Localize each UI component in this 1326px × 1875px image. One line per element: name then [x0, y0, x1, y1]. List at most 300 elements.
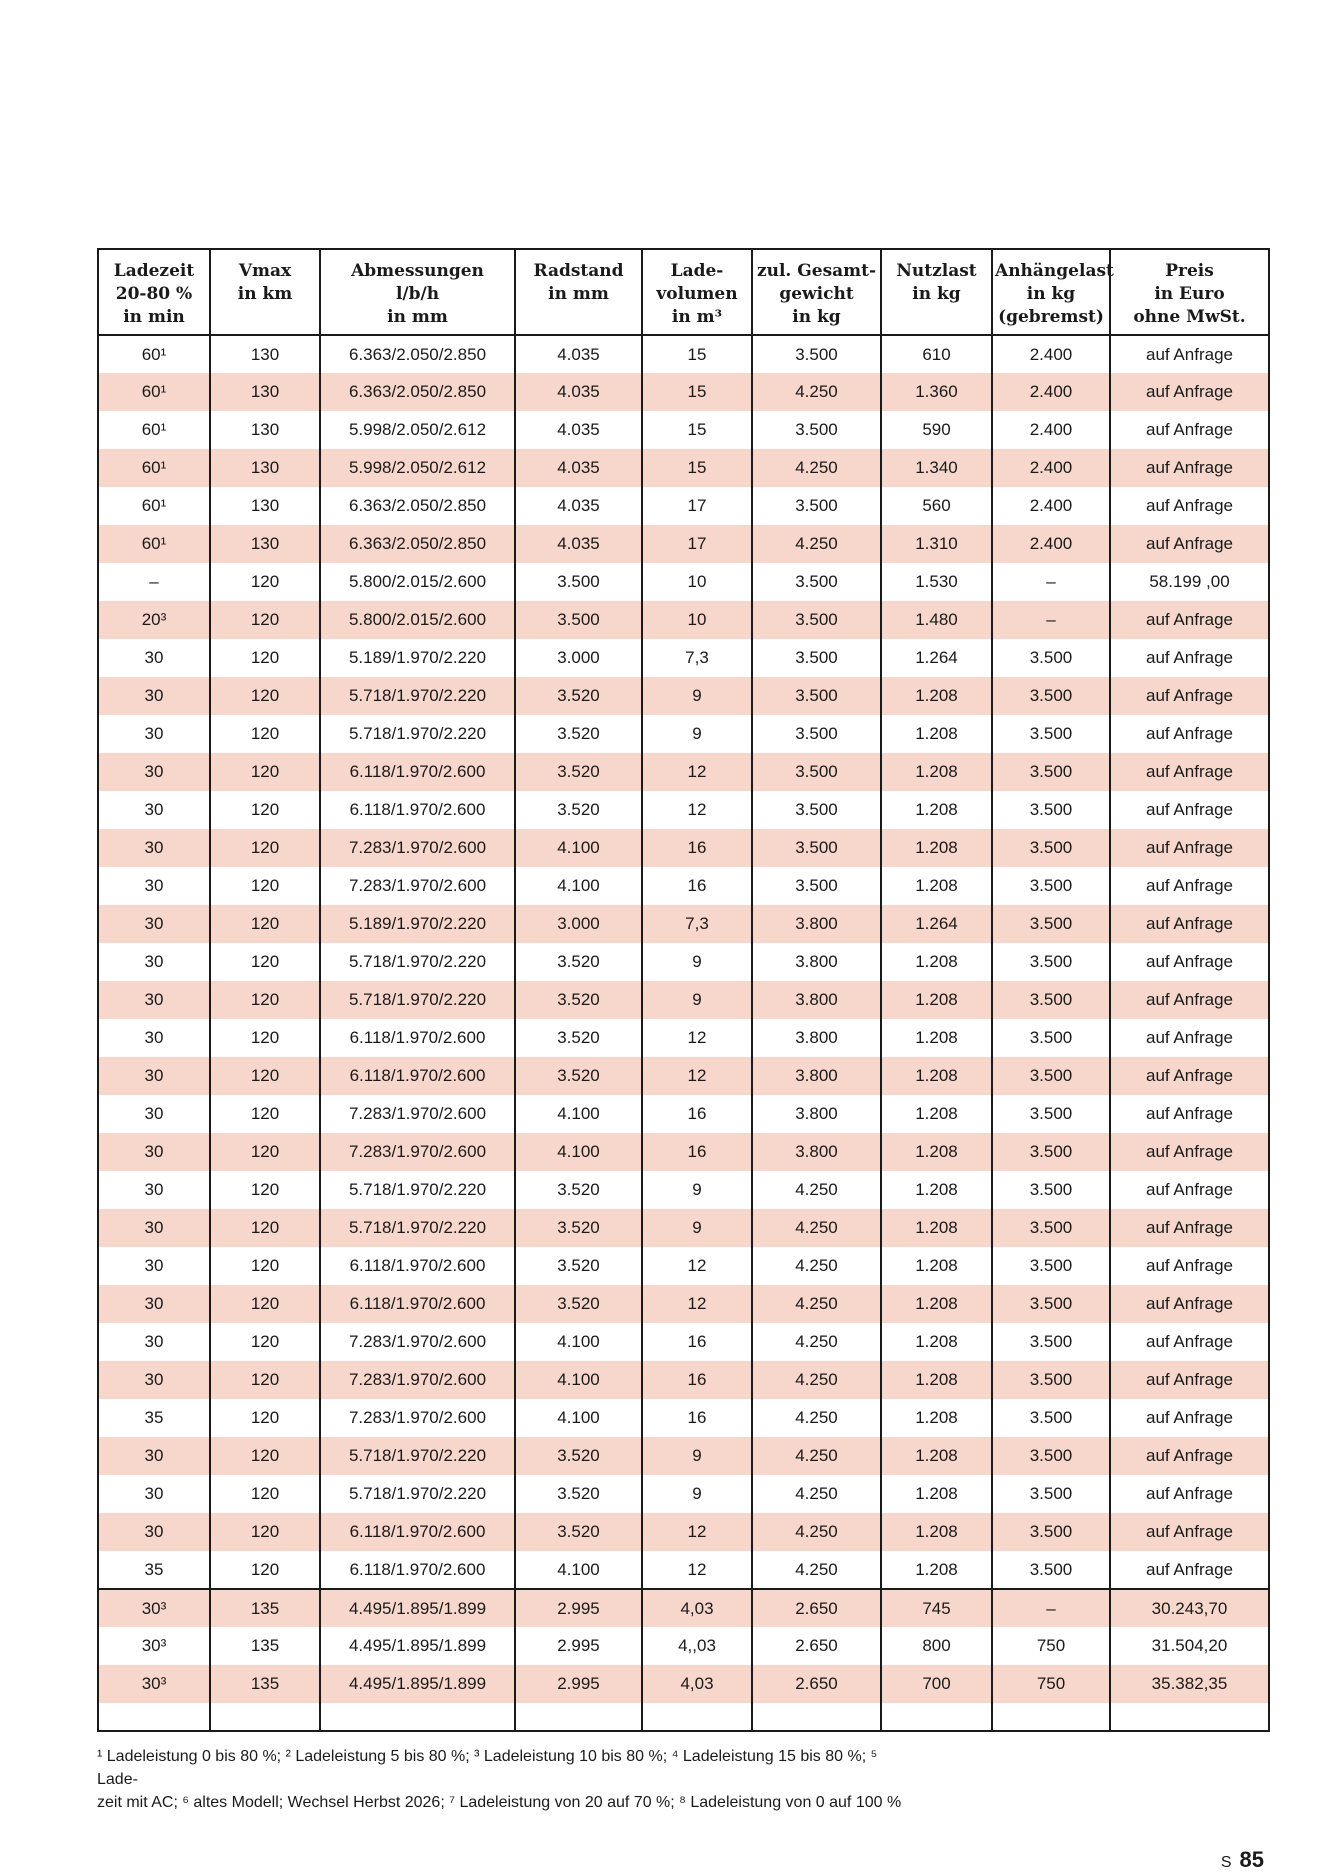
table-cell: 6.363/2.050/2.850 — [320, 335, 515, 373]
table-cell: 30 — [144, 1332, 164, 1351]
table-cell: 120 — [210, 1513, 320, 1551]
table-cell: 12 — [642, 791, 752, 829]
table-cell: 1.208 — [881, 1095, 992, 1133]
table-row — [98, 677, 1269, 715]
table-cell: 3.520 — [515, 1475, 642, 1513]
column-header: Nutzlast in kg — [881, 249, 992, 335]
table-cell: 3.500 — [515, 563, 642, 601]
table-cell: auf Anfrage — [1110, 981, 1269, 1019]
table-row — [98, 1361, 1269, 1399]
table-cell: auf Anfrage — [1110, 601, 1269, 639]
table-cell: 60¹ — [98, 373, 210, 411]
table-cell: 4.250 — [752, 1475, 881, 1513]
table-row — [98, 1133, 1269, 1171]
table-cell: 30 — [144, 648, 164, 667]
table-cell: 9 — [642, 981, 752, 1019]
section-letter: S — [1220, 1854, 1232, 1871]
table-cell: 120 — [210, 677, 320, 715]
table-cell: 1.340 — [881, 449, 992, 487]
table-cell: 6.118/1.970/2.600 — [320, 1285, 515, 1323]
table-cell: 4.250 — [752, 373, 881, 411]
table-row — [98, 1285, 1269, 1323]
table-cell: auf Anfrage — [1110, 1133, 1269, 1171]
table-cell: auf Anfrage — [1110, 1475, 1269, 1513]
table-cell: 3.800 — [752, 1133, 881, 1171]
table-cell: 30 — [144, 724, 164, 743]
table-cell: 3.520 — [515, 1285, 642, 1323]
table-cell — [642, 1703, 752, 1731]
table-cell: 1.360 — [881, 373, 992, 411]
table-cell: 2.400 — [992, 487, 1110, 525]
table-cell: 3.500 — [752, 563, 881, 601]
table-cell: 120 — [210, 1209, 320, 1247]
table-cell: 7.283/1.970/2.600 — [320, 1095, 515, 1133]
table-cell: 590 — [881, 411, 992, 449]
table-cell: 4.100 — [515, 829, 642, 867]
table-row — [98, 715, 1269, 753]
table-cell: 4.250 — [752, 525, 881, 563]
table-cell: 3.500 — [992, 905, 1110, 943]
column-header: zul. Gesamt- gewicht in kg — [752, 249, 881, 335]
table-cell: 3.500 — [992, 715, 1110, 753]
table-cell: 35.382,35 — [1110, 1665, 1269, 1703]
table-cell: 30 — [144, 1256, 164, 1275]
table-cell: 17 — [642, 487, 752, 525]
table-cell: 3.800 — [752, 1095, 881, 1133]
table-cell: auf Anfrage — [1110, 1285, 1269, 1323]
table-cell: 120 — [210, 905, 320, 943]
table-row — [98, 1095, 1269, 1133]
table-row — [98, 1209, 1269, 1247]
table-cell: 120 — [210, 1323, 320, 1361]
table-row — [98, 449, 1269, 487]
table-cell: 7.283/1.970/2.600 — [320, 1323, 515, 1361]
table-cell: auf Anfrage — [1110, 867, 1269, 905]
table-cell: 6.118/1.970/2.600 — [320, 753, 515, 791]
table-cell: 12 — [642, 1513, 752, 1551]
table-cell: auf Anfrage — [1110, 791, 1269, 829]
table-cell: auf Anfrage — [1110, 487, 1269, 525]
table-cell: 3.500 — [992, 1209, 1110, 1247]
table-cell: auf Anfrage — [1110, 1513, 1269, 1551]
table-row — [98, 1551, 1269, 1589]
table-cell: 4.250 — [752, 1209, 881, 1247]
table-cell: 3.520 — [515, 1019, 642, 1057]
table-cell: 9 — [642, 943, 752, 981]
table-cell: 4.250 — [752, 1171, 881, 1209]
table-cell: 4.250 — [752, 1551, 881, 1589]
table-cell: 30 — [98, 753, 210, 791]
table-cell: 3.500 — [992, 1551, 1110, 1589]
table-cell: 1.208 — [881, 1247, 992, 1285]
table-cell: 120 — [210, 1437, 320, 1475]
table-cell: 30³ — [141, 1636, 167, 1655]
table-cell: 120 — [210, 1171, 320, 1209]
table-cell — [992, 1703, 1110, 1731]
table-cell: 17 — [642, 525, 752, 563]
footnotes — [97, 1745, 917, 1814]
table-cell: 30 — [144, 952, 164, 971]
table-row — [98, 601, 1269, 639]
table-cell: 3.520 — [515, 1513, 642, 1551]
table-cell: 750 — [992, 1627, 1110, 1665]
table-cell: auf Anfrage — [1110, 753, 1269, 791]
table-cell: 1.208 — [881, 1399, 992, 1437]
table-row — [98, 1513, 1269, 1551]
table-cell: 1.208 — [881, 1513, 992, 1551]
page-number — [1221, 1847, 1264, 1873]
table-cell: 60¹ — [141, 496, 167, 515]
table-cell: 4.250 — [752, 1437, 881, 1475]
table-cell: 3.500 — [752, 639, 881, 677]
table-cell: 4.250 — [752, 1361, 881, 1399]
column-header: Abmessungen l/b/h in mm — [320, 249, 515, 335]
column-header: Vmax in km — [210, 249, 320, 335]
table-cell: auf Anfrage — [1110, 449, 1269, 487]
table-cell: 1.208 — [881, 1019, 992, 1057]
table-cell: 7.283/1.970/2.600 — [320, 1133, 515, 1171]
table-cell: 2.995 — [515, 1589, 642, 1627]
table-cell: – — [992, 563, 1110, 601]
table-cell: 7,3 — [642, 639, 752, 677]
column-header: Radstand in mm — [515, 249, 642, 335]
table-cell: 16 — [642, 1323, 752, 1361]
table-cell: 5.718/1.970/2.220 — [320, 1437, 515, 1475]
table-cell: 30 — [144, 1180, 164, 1199]
table-cell: 120 — [210, 943, 320, 981]
table-cell: 3.800 — [752, 905, 881, 943]
table-cell: 3.520 — [515, 1247, 642, 1285]
table-row — [98, 1171, 1269, 1209]
table-cell: 60¹ — [98, 449, 210, 487]
table-cell — [515, 1703, 642, 1731]
table-cell: 16 — [642, 1399, 752, 1437]
table-cell: 6.363/2.050/2.850 — [320, 487, 515, 525]
table-cell: 120 — [210, 1019, 320, 1057]
table-cell: 30 — [98, 1361, 210, 1399]
table-cell: 3.500 — [992, 1171, 1110, 1209]
table-cell: 16 — [642, 829, 752, 867]
table-cell: 16 — [642, 1095, 752, 1133]
table-cell: auf Anfrage — [1110, 525, 1269, 563]
table-cell: 610 — [881, 335, 992, 373]
table-cell: 7.283/1.970/2.600 — [320, 1399, 515, 1437]
table-cell: 120 — [210, 867, 320, 905]
table-cell: 1.208 — [881, 1437, 992, 1475]
table-cell: 3.500 — [752, 791, 881, 829]
table-cell: 1.208 — [881, 1475, 992, 1513]
footnote-line: ¹ Ladeleistung 0 bis 80 %; ² Ladeleistung 5 bis 80 %; ³ Ladeleistung 10 bis 80 %; ⁴ Ladeleistung 15 bis 80 %; ⁵ Lade- — [97, 1748, 878, 1788]
table-cell: 30 — [98, 829, 210, 867]
table-cell: 31.504,20 — [1110, 1627, 1269, 1665]
table-cell: 3.500 — [992, 943, 1110, 981]
table-cell: 16 — [642, 867, 752, 905]
table-cell: 1.208 — [881, 1171, 992, 1209]
table-cell: 1.208 — [881, 943, 992, 981]
table-cell: 4.250 — [752, 1285, 881, 1323]
table-cell: 60¹ — [98, 525, 210, 563]
table-cell: 120 — [210, 981, 320, 1019]
table-cell: 30 — [98, 1513, 210, 1551]
table-cell: 800 — [881, 1627, 992, 1665]
table-cell: 35 — [144, 1559, 164, 1579]
table-cell: 1.480 — [881, 601, 992, 639]
table-row — [98, 1323, 1269, 1361]
table-cell: auf Anfrage — [1110, 677, 1269, 715]
table-cell: 4.035 — [515, 411, 642, 449]
table-row — [98, 829, 1269, 867]
table-cell: 30.243,70 — [1110, 1589, 1269, 1627]
table-row — [98, 373, 1269, 411]
table-cell: 4.495/1.895/1.899 — [320, 1589, 515, 1627]
vehicle-spec-table — [97, 248, 1270, 1732]
table-cell: 2.650 — [752, 1589, 881, 1627]
table-cell: 3.520 — [515, 791, 642, 829]
table-row — [98, 1475, 1269, 1513]
table-cell: 130 — [210, 411, 320, 449]
table-cell: 120 — [210, 1285, 320, 1323]
table-cell: 120 — [210, 1057, 320, 1095]
table-cell: 3.500 — [992, 1095, 1110, 1133]
table-cell: 120 — [210, 829, 320, 867]
table-cell: 3.800 — [752, 943, 881, 981]
table-row — [98, 1703, 1269, 1731]
table-cell: 120 — [210, 639, 320, 677]
table-row — [98, 1019, 1269, 1057]
table-cell: 6.118/1.970/2.600 — [320, 1513, 515, 1551]
table-cell: 1.208 — [881, 1285, 992, 1323]
table-cell: 4.250 — [752, 1513, 881, 1551]
table-cell: 1.208 — [881, 791, 992, 829]
table-cell: 3.500 — [992, 1285, 1110, 1323]
table-cell — [1110, 1703, 1269, 1731]
table-cell: 7.283/1.970/2.600 — [320, 867, 515, 905]
table-row — [98, 1399, 1269, 1437]
table-cell: 30 — [144, 800, 164, 819]
table-cell: 120 — [210, 1361, 320, 1399]
table-cell: 3.500 — [992, 1513, 1110, 1551]
table-cell: 120 — [210, 1247, 320, 1285]
table-cell: 560 — [881, 487, 992, 525]
table-cell: 3.500 — [752, 487, 881, 525]
table-cell: 135 — [210, 1627, 320, 1665]
table-cell: auf Anfrage — [1110, 1323, 1269, 1361]
table-cell: 120 — [210, 1095, 320, 1133]
table-cell: 30 — [98, 1437, 210, 1475]
table-row — [98, 1057, 1269, 1095]
table-cell: 3.500 — [992, 1437, 1110, 1475]
table-row — [98, 867, 1269, 905]
table-cell: auf Anfrage — [1110, 1057, 1269, 1095]
table-cell: auf Anfrage — [1110, 829, 1269, 867]
table-cell: auf Anfrage — [1110, 411, 1269, 449]
table-cell: 2.400 — [992, 411, 1110, 449]
table-cell: 30 — [98, 677, 210, 715]
table-cell: 3.800 — [752, 981, 881, 1019]
table-cell: 15 — [642, 411, 752, 449]
table-cell: 16 — [642, 1133, 752, 1171]
table-cell: 3.000 — [515, 905, 642, 943]
table-cell: 30 — [144, 876, 164, 895]
table-cell: 30 — [144, 1104, 164, 1123]
table-cell: 9 — [642, 1171, 752, 1209]
table-cell: 3.500 — [992, 1399, 1110, 1437]
table-cell: 12 — [642, 753, 752, 791]
table-cell: 1.208 — [881, 1361, 992, 1399]
table-cell: 3.500 — [992, 1247, 1110, 1285]
table-cell: auf Anfrage — [1110, 1399, 1269, 1437]
table-cell: 4.100 — [515, 1133, 642, 1171]
table-header — [98, 249, 1269, 335]
table-cell: 15 — [642, 449, 752, 487]
table-cell: 1.208 — [881, 1209, 992, 1247]
table-cell: auf Anfrage — [1110, 1171, 1269, 1209]
table-cell: 9 — [642, 677, 752, 715]
table-cell — [320, 1703, 515, 1731]
table-row — [98, 335, 1269, 373]
table-cell: 3.500 — [752, 715, 881, 753]
table-cell: – — [992, 601, 1110, 639]
column-header: Anhängelast in kg (gebremst) — [992, 249, 1110, 335]
table-cell: 30 — [98, 1057, 210, 1095]
table-cell: auf Anfrage — [1110, 335, 1269, 373]
table-cell: 130 — [210, 335, 320, 373]
table-cell: 3.000 — [515, 639, 642, 677]
table-row — [98, 943, 1269, 981]
table-cell: 3.500 — [992, 1019, 1110, 1057]
table-cell: 5.189/1.970/2.220 — [320, 905, 515, 943]
table-cell: auf Anfrage — [1110, 639, 1269, 677]
table-cell: 5.718/1.970/2.220 — [320, 1475, 515, 1513]
table-cell: 130 — [210, 373, 320, 411]
table-cell: 9 — [642, 1209, 752, 1247]
table-cell: 135 — [210, 1589, 320, 1627]
table-cell: auf Anfrage — [1110, 1095, 1269, 1133]
table-cell: auf Anfrage — [1110, 715, 1269, 753]
table-cell: 4,,03 — [642, 1627, 752, 1665]
column-header: Ladezeit 20-80 % in min — [98, 249, 210, 335]
table-cell: 9 — [642, 1475, 752, 1513]
table-row — [98, 1589, 1269, 1627]
table-cell: auf Anfrage — [1110, 1551, 1269, 1589]
table-cell: 12 — [642, 1285, 752, 1323]
table-cell: 4.035 — [515, 449, 642, 487]
table-cell: 3.520 — [515, 677, 642, 715]
table-cell: 12 — [642, 1057, 752, 1095]
table-row — [98, 639, 1269, 677]
table-cell: 5.718/1.970/2.220 — [320, 715, 515, 753]
table-cell: 2.400 — [992, 449, 1110, 487]
table-cell: 4.495/1.895/1.899 — [320, 1665, 515, 1703]
table-cell: 9 — [642, 715, 752, 753]
table-cell: 1.264 — [881, 639, 992, 677]
table-cell: 30 — [98, 1209, 210, 1247]
table-cell: 3.800 — [752, 1057, 881, 1095]
table-cell: 3.500 — [752, 601, 881, 639]
footnote-line: zeit mit AC; ⁶ altes Modell; Wechsel Herbst 2026; ⁷ Ladeleistung von 20 auf 70 %; ⁸ Ladeleistung von 0 auf 100 % — [97, 1794, 902, 1811]
table-cell: 4.100 — [515, 1361, 642, 1399]
table-cell: 20³ — [98, 601, 210, 639]
table-cell: 1.208 — [881, 1551, 992, 1589]
table-cell: 30 — [144, 1484, 164, 1503]
table-row — [98, 411, 1269, 449]
table-cell: 1.208 — [881, 1133, 992, 1171]
table-cell: 2.400 — [992, 525, 1110, 563]
table-cell: 2.650 — [752, 1627, 881, 1665]
table-cell: 4.250 — [752, 1323, 881, 1361]
table-cell: 5.800/2.015/2.600 — [320, 601, 515, 639]
table-cell: 2.400 — [992, 335, 1110, 373]
table-cell: 3.500 — [752, 753, 881, 791]
table-cell: 4.035 — [515, 373, 642, 411]
table-cell: 30³ — [98, 1665, 210, 1703]
table-cell: 3.500 — [992, 981, 1110, 1019]
table-cell: 1.208 — [881, 1323, 992, 1361]
table-cell: 2.400 — [992, 373, 1110, 411]
table-cell: 5.718/1.970/2.220 — [320, 1171, 515, 1209]
table-cell: 30 — [98, 981, 210, 1019]
table-cell: 4.100 — [515, 1551, 642, 1589]
table-cell: 4.100 — [515, 1323, 642, 1361]
table-cell: 6.118/1.970/2.600 — [320, 1019, 515, 1057]
table-cell: 5.718/1.970/2.220 — [320, 677, 515, 715]
table-cell: 3.500 — [992, 1057, 1110, 1095]
table-cell: 3.500 — [752, 335, 881, 373]
table-cell: 120 — [210, 1399, 320, 1437]
table-cell: 120 — [210, 715, 320, 753]
table-cell: 60¹ — [141, 420, 167, 439]
page-number-value: 85 — [1239, 1847, 1264, 1872]
table-cell: 58.199 ,00 — [1110, 563, 1269, 601]
table-cell: 700 — [881, 1665, 992, 1703]
table-cell: 3.500 — [752, 411, 881, 449]
table-cell: 4.250 — [752, 1247, 881, 1285]
table-cell: 2.995 — [515, 1627, 642, 1665]
table-cell: 15 — [642, 373, 752, 411]
table-cell: auf Anfrage — [1110, 905, 1269, 943]
table-cell: 1.208 — [881, 715, 992, 753]
table-cell: 7.283/1.970/2.600 — [320, 829, 515, 867]
table-cell: auf Anfrage — [1110, 1019, 1269, 1057]
table-cell: 3.520 — [515, 943, 642, 981]
table-cell: 4.100 — [515, 867, 642, 905]
table-cell: 3.500 — [515, 601, 642, 639]
table-cell: 120 — [210, 1551, 320, 1589]
table-cell: 4,03 — [642, 1589, 752, 1627]
table-row — [98, 1627, 1269, 1665]
table-cell: 5.800/2.015/2.600 — [320, 563, 515, 601]
table-cell: 4.100 — [515, 1095, 642, 1133]
table-row — [98, 563, 1269, 601]
table-cell: 120 — [210, 791, 320, 829]
table-cell: – — [149, 572, 159, 591]
table-cell: 30 — [98, 1285, 210, 1323]
table-cell: 1.208 — [881, 1057, 992, 1095]
table-row — [98, 791, 1269, 829]
table-cell: 120 — [210, 753, 320, 791]
table-cell: 35 — [144, 1408, 164, 1427]
table-cell: 1.530 — [881, 563, 992, 601]
table-cell: 3.520 — [515, 715, 642, 753]
table-cell: 3.500 — [752, 829, 881, 867]
table-cell: 6.118/1.970/2.600 — [320, 1057, 515, 1095]
table-cell: 3.500 — [752, 677, 881, 715]
table-cell: 135 — [210, 1665, 320, 1703]
table-cell: 1.208 — [881, 981, 992, 1019]
table-row — [98, 753, 1269, 791]
table-cell: 130 — [210, 449, 320, 487]
table-cell: 4.035 — [515, 487, 642, 525]
